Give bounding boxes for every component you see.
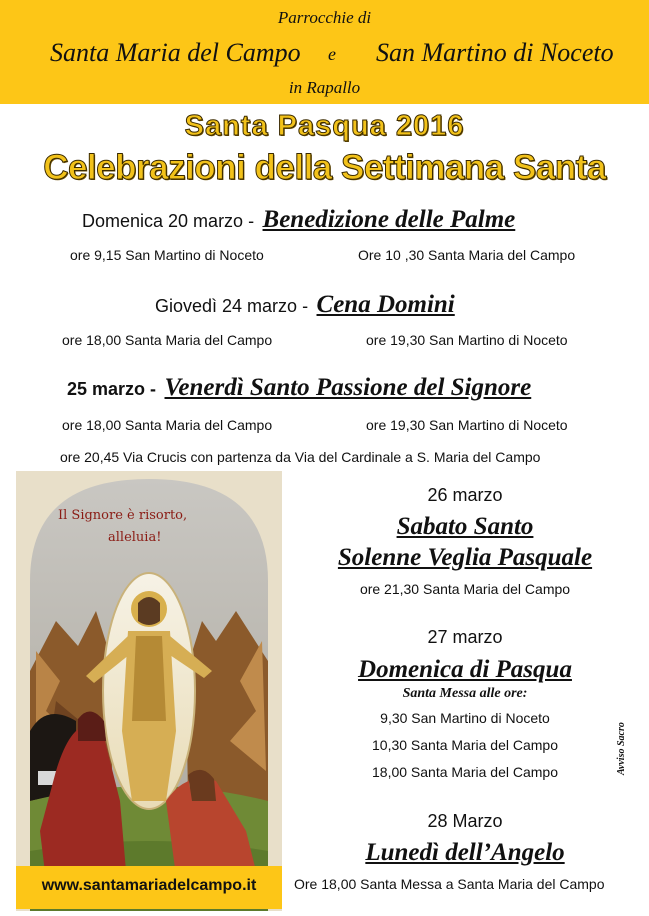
monday-name: Lunedì dell’Angelo (365, 839, 565, 866)
friday-via-crucis: ore 20,45 Via Crucis con partenza da Via del Cardinale a S. Maria del Campo (60, 449, 541, 465)
palm-sunday-date: Domenica 20 marzo - (82, 211, 255, 231)
easter-mass-label: Santa Messa alle ore: (402, 686, 528, 701)
palm-sunday-heading (82, 206, 515, 234)
header-location: in Rapallo (288, 78, 361, 97)
thursday-heading (155, 291, 455, 319)
thursday-name: Cena Domini (316, 291, 455, 318)
saturday-name: Sabato Santo (396, 513, 534, 540)
saturday-vigil: Solenne Veglia Pasquale (337, 544, 593, 571)
palm-sunday-time-2: Ore 10 ,30 Santa Maria del Campo (358, 247, 576, 263)
monday-date: 28 Marzo (427, 811, 503, 831)
friday-heading (67, 374, 531, 402)
page-title: Santa Pasqua 2016 (184, 110, 465, 142)
website-link[interactable]: www.santamariadelcampo.it (41, 877, 257, 894)
easter-name: Domenica di Pasqua (358, 656, 572, 683)
friday-name: Venerdì Santo Passione del Signore (164, 374, 532, 401)
saturday-time: ore 21,30 Santa Maria del Campo (359, 581, 571, 597)
icon-caption-line1: Il Signore è risorto, (58, 508, 188, 523)
easter-time-2: 10,30 Santa Maria del Campo (372, 737, 558, 753)
friday-time-2: ore 19,30 San Martino di Noceto (366, 417, 568, 433)
header-parish-a: Santa Maria del Campo (50, 38, 301, 67)
icon-caption-line2: alleluia! (108, 530, 162, 545)
easter-time-1: 9,30 San Martino di Noceto (380, 710, 550, 726)
saturday-date: 26 marzo (427, 485, 503, 505)
thursday-date: Giovedì 24 marzo - (155, 296, 309, 316)
side-note: Avviso Sacro (616, 722, 627, 775)
page-subtitle: Celebrazioni della Settimana Santa (43, 148, 606, 187)
thursday-time-2: ore 19,30 San Martino di Noceto (366, 332, 568, 348)
header-band (0, 0, 649, 104)
palm-sunday-name: Benedizione delle Palme (262, 206, 516, 233)
monday-time: Ore 18,00 Santa Messa a Santa Maria del Campo (294, 876, 605, 892)
friday-time-1: ore 18,00 Santa Maria del Campo (62, 417, 273, 433)
resurrection-icon-image (16, 471, 282, 911)
website-banner (16, 866, 282, 909)
easter-date: 27 marzo (427, 627, 503, 647)
friday-date: 25 marzo - (67, 379, 157, 399)
header-conjunction: e (328, 44, 336, 64)
thursday-time-1: ore 18,00 Santa Maria del Campo (62, 332, 273, 348)
resurrection-icon (16, 471, 282, 911)
palm-sunday-time-1: ore 9,15 San Martino di Noceto (70, 247, 264, 263)
header-parishes-label: Parrocchie di (277, 8, 372, 27)
header-parish-b: San Martino di Noceto (376, 38, 614, 67)
easter-time-3: 18,00 Santa Maria del Campo (372, 764, 558, 780)
